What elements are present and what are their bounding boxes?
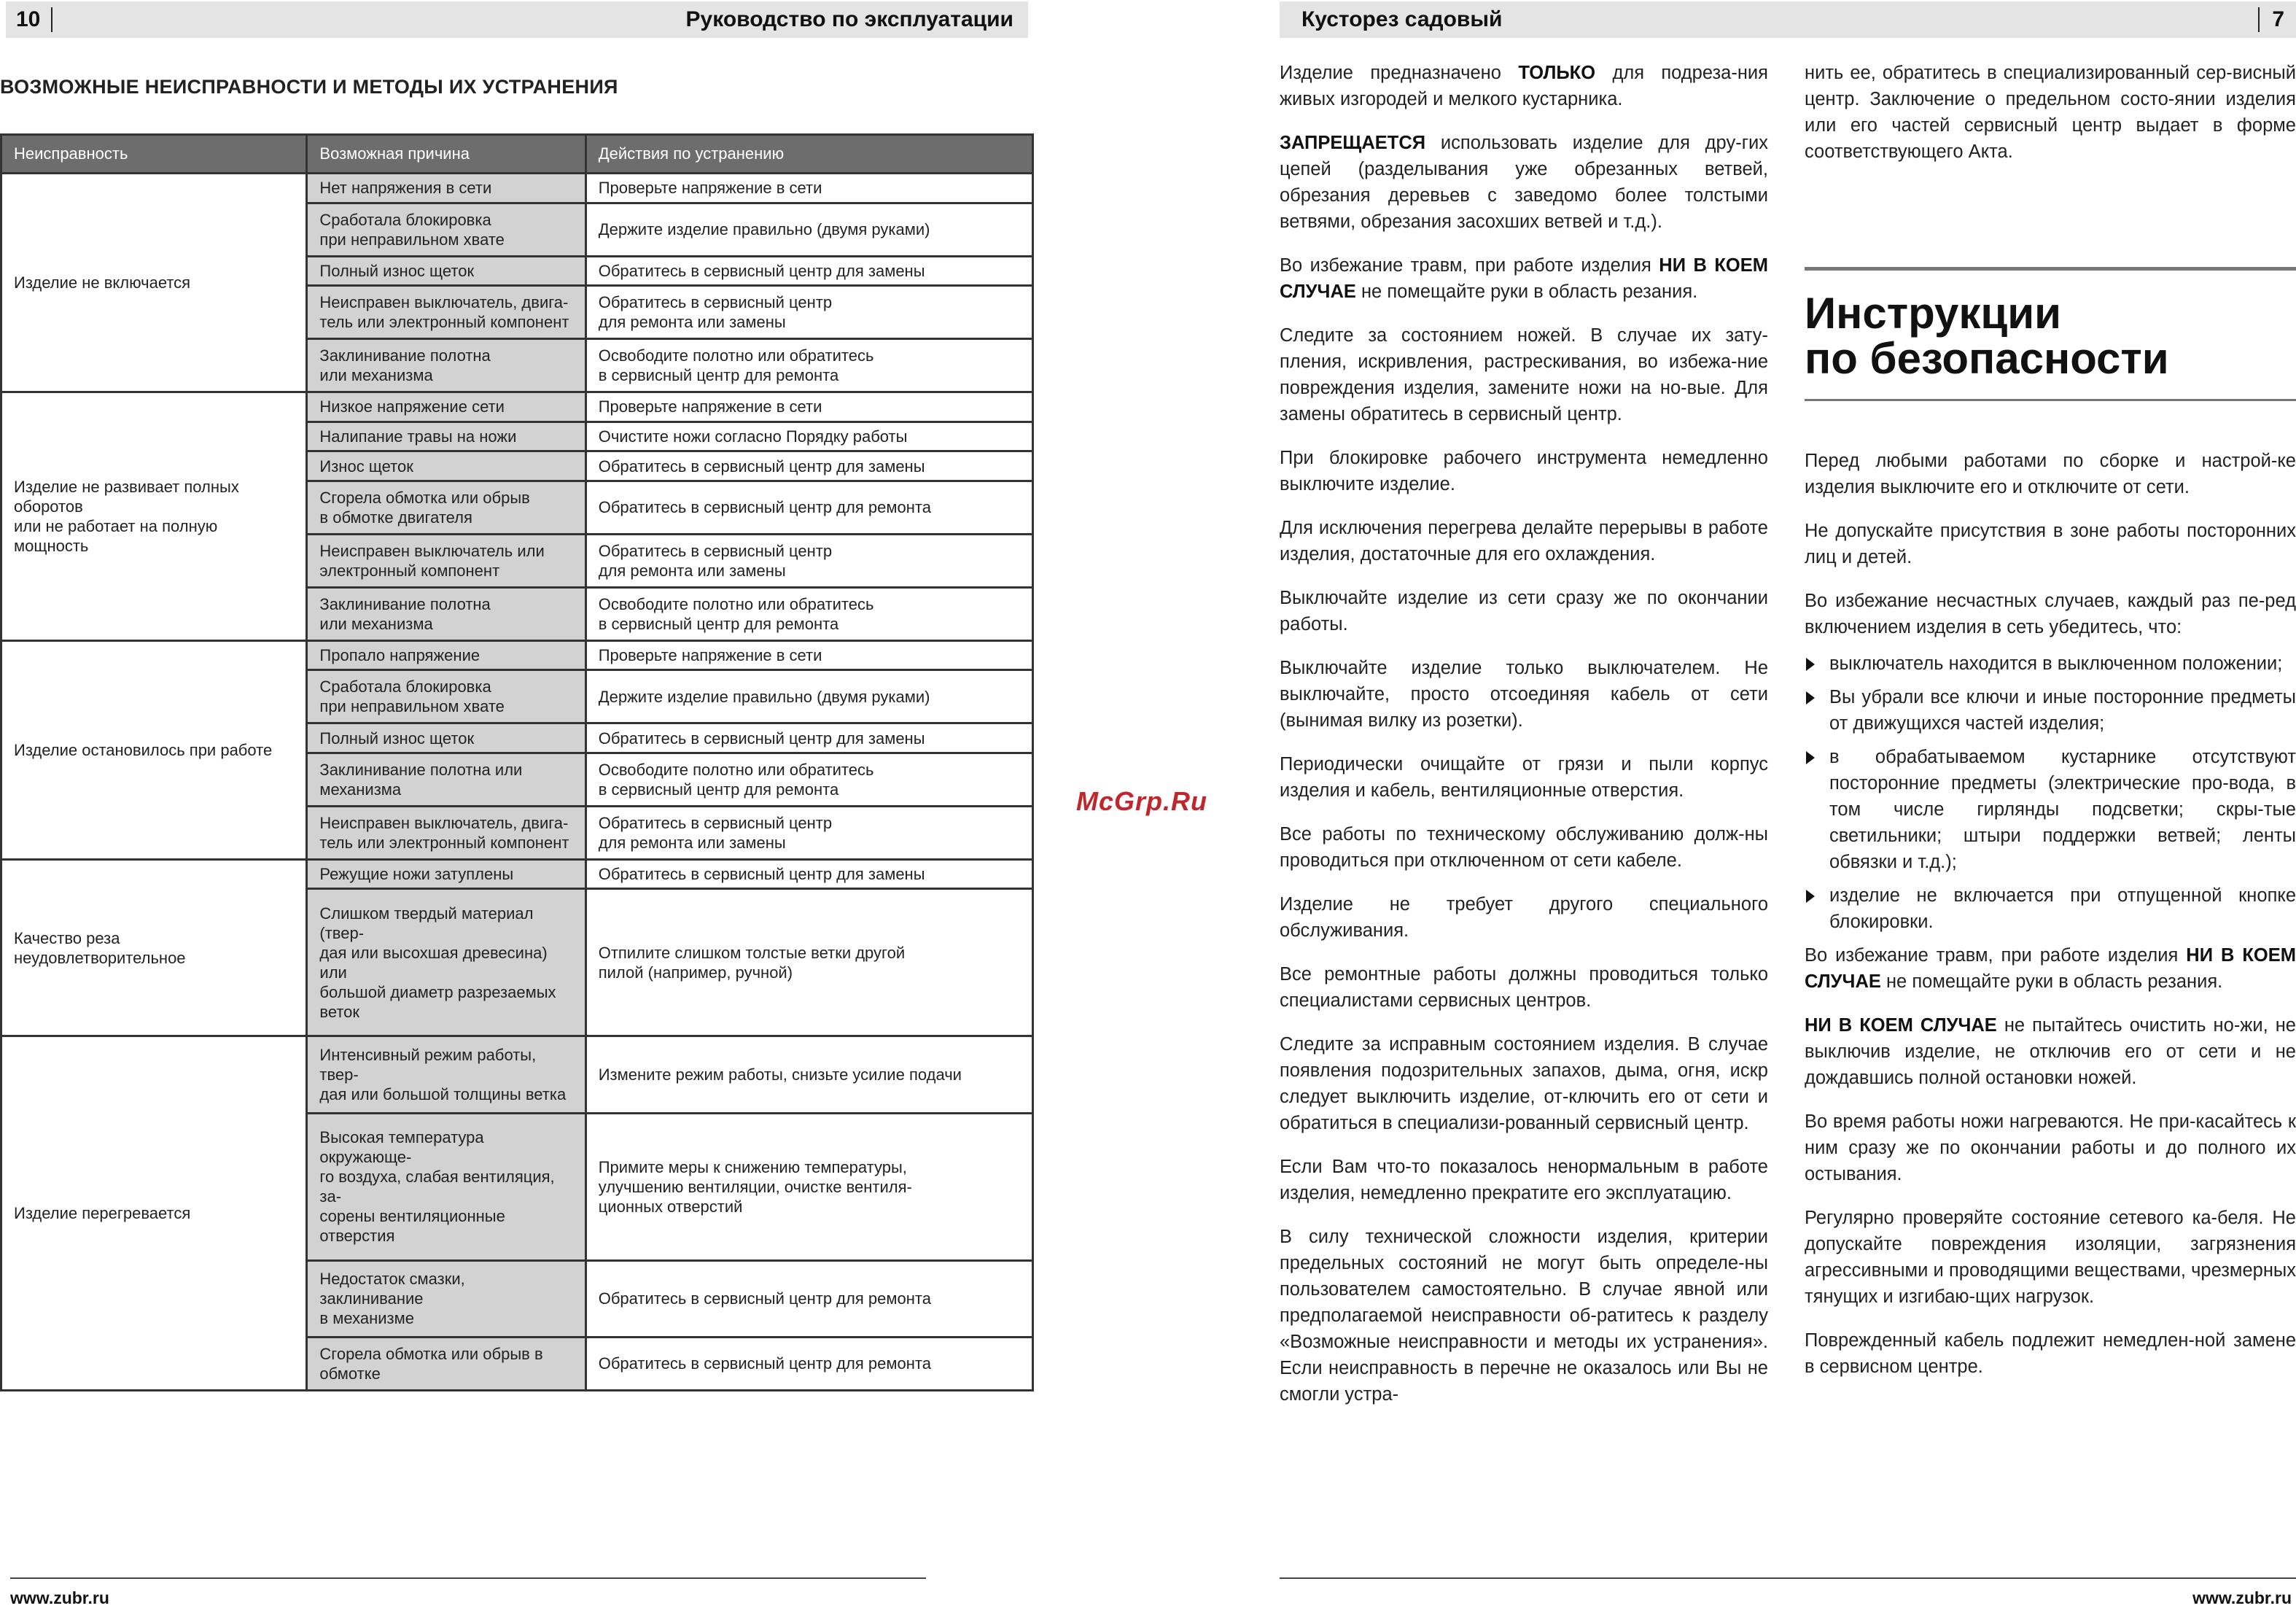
action-cell: Освободите полотно или обратитесь в сервисный центр для ремонта [585,753,1032,806]
action-cell: Обратитесь в сервисный центр для замены [585,859,1032,889]
table-row [1,859,1033,889]
text-column-right [1805,60,2296,1397]
paragraph: Регулярно проверяйте состояние сетевого ка-беля. Не допускайте повреждения изоляции, загрязнения агрессивными и проводящими веществами, чрезмерных тянущих и изгибаю-щих нагрузок. [1805,1208,2296,1307]
fault-cell: Изделие не включается [1,174,307,392]
action-cell: Держите изделие правильно (двумя руками) [585,670,1032,723]
cause-cell: Сгорела обмотка или обрыв в обмотке [307,1337,585,1390]
title-rule-bottom [1805,399,2296,401]
cause-cell: Пропало напряжение [307,640,585,670]
action-cell: Освободите полотно или обратитесь в сервисный центр для ремонта [585,587,1032,640]
action-cell: Обратитесь в сервисный центр для ремонта [585,481,1032,534]
watermark: McGrp.Ru [1076,786,1208,816]
bullet-arrow-icon [1806,751,1815,764]
cause-cell: Слишком твердый материал (твер- дая или высохшая древесина) или большой диаметр разрезаемых веток [307,889,585,1036]
fault-cell: Изделие остановилось при работе [1,640,307,859]
paragraph: ЗАПРЕЩАЕТСЯ использовать изделие для дру-гих цепей (разделывания уже обрезанных ветвей, обрезания деревьев с заведомо более толстыми ветвями, обрезания засохших ветвей и т.д.). [1280,133,1768,232]
cause-cell: Сработала блокировка при неправильном хвате [307,203,585,256]
list-item: выключатель находится в выключенном положении; [1805,651,2296,677]
cause-cell: Заклинивание полотна или механизма [307,587,585,640]
list-item: изделие не включается при отпущенной кнопке блокировки. [1805,882,2296,935]
paragraph: Изделие предназначено ТОЛЬКО для подреза-ния живых изгородей и мелкого кустарника. [1280,63,1768,109]
table-row [1,392,1033,422]
bullet-arrow-icon [1806,691,1815,704]
action-cell: Обратитесь в сервисный центр для ремонта [585,1337,1032,1390]
paragraph: нить ее, обратитесь в специализированный сер-висный центр. Заключение о предельном состо-янии изделия или его частей сервисный центр выдает в форме соответствующего Акта. [1805,63,2296,162]
right-page [1280,0,2296,1611]
action-cell: Обратитесь в сервисный центр для ремонта или замены [585,806,1032,859]
column-header: Неисправность [1,135,307,174]
action-cell: Обратитесь в сервисный центр для замены [585,451,1032,481]
paragraph: Перед любыми работами по сборке и настрой-ке изделия выключите его и отключите от сети. [1805,451,2296,497]
left-page [0,0,1035,1611]
action-cell: Обратитесь в сервисный центр для ремонта или замены [585,534,1032,587]
paragraph: Выключайте изделие только выключателем. Не выключайте, просто отсоединяя кабель от сети (вынимая вилку из розетки). [1280,658,1768,731]
paragraph: Для исключения перегрева делайте перерывы в работе изделия, достаточные для его охлаждения. [1280,518,1768,564]
paragraph: В силу технической сложности изделия, критерии предельных состояний не могут быть определе-ны пользователем самостоятельно. В случае явной или предполагаемой неисправности об-ратитесь к разделу «Возможные неисправности и методы их устранения». Если неисправность в перечне не оказалось или Вы не смогли устра- [1280,1227,1768,1405]
cause-cell: Интенсивный режим работы, твер- дая или большой толщины ветка [307,1036,585,1113]
cause-cell: Неисправен выключатель, двига- тель или электронный компонент [307,806,585,859]
bullet-arrow-icon [1806,890,1815,903]
header-title: Кусторез садовый [1301,7,1503,31]
paragraph: Если Вам что-то показалось ненормальным в работе изделия, немедленно прекратите его эксплуатацию. [1280,1157,1768,1203]
paragraph: Изделие не требует другого специального обслуживания. [1280,894,1768,941]
table-header-row [1,135,1033,174]
safety-title: Инструкции по безопасности [1805,289,2169,383]
action-cell: Очистите ножи согласно Порядку работы [585,422,1032,451]
right-header-bar [1280,1,2296,38]
action-cell: Проверьте напряжение в сети [585,640,1032,670]
column-header: Действия по устранению [585,135,1032,174]
table-row [1,640,1033,670]
action-cell: Проверьте напряжение в сети [585,392,1032,422]
fault-cell: Качество реза неудовлетворительное [1,859,307,1036]
cause-cell: Полный износ щеток [307,723,585,753]
action-cell: Обратитесь в сервисный центр для замены [585,256,1032,286]
paragraph: Во избежание несчастных случаев, каждый раз пе-ред включением изделия в сеть убедитесь, что: [1805,591,2296,637]
paragraph: Не допускайте присутствия в зоне работы посторонних лиц и детей. [1805,521,2296,567]
bullet-list [1805,651,2296,935]
cause-cell: Полный износ щеток [307,256,585,286]
cause-cell: Налипание травы на ножи [307,422,585,451]
cause-cell: Заклинивание полотна или механизма [307,339,585,392]
footer-rule [1280,1577,2296,1579]
action-cell: Примите меры к снижению температуры, улучшению вентиляции, очистке вентиля- ционных отверстий [585,1113,1032,1260]
action-cell: Измените режим работы, снизьте усилие подачи [585,1036,1032,1113]
section-title: ВОЗМОЖНЫЕ НЕИСПРАВНОСТИ И МЕТОДЫ ИХ УСТРАНЕНИЯ [0,76,618,98]
bullet-arrow-icon [1806,658,1815,671]
action-cell: Проверьте напряжение в сети [585,174,1032,203]
action-cell: Освободите полотно или обратитесь в сервисный центр для ремонта [585,339,1032,392]
left-header-bar [6,1,1028,38]
action-cell: Обратитесь в сервисный центр для ремонта [585,1260,1032,1337]
page-number: 7 [2272,7,2284,31]
fault-cell: Изделие перегревается [1,1036,307,1391]
troubleshooting-table [0,133,1034,1391]
paragraph: Все работы по техническому обслуживанию долж-ны проводиться при отключенном от сети кабеле. [1280,824,1768,871]
cause-cell: Неисправен выключатель или электронный компонент [307,534,585,587]
cause-cell: Сгорела обмотка или обрыв в обмотке двигателя [307,481,585,534]
cause-cell: Высокая температура окружающе- го воздуха, слабая вентиляция, за- сорены вентиляционные отверстия [307,1113,585,1260]
paragraph: Поврежденный кабель подлежит немедлен-ной замене в сервисном центре. [1805,1330,2296,1377]
footer-url: www.zubr.ru [2192,1588,2292,1607]
paragraph: Периодически очищайте от грязи и пыли корпус изделия и кабель, вентиляционные отверстия. [1280,754,1768,801]
cause-cell: Низкое напряжение сети [307,392,585,422]
action-cell: Обратитесь в сервисный центр для замены [585,723,1032,753]
paragraph: Во избежание травм, при работе изделия НИ В КОЕМ СЛУЧАЕ не помещайте руки в область резания. [1805,945,2296,992]
action-cell: Отпилите слишком толстые ветки другой пилой (например, ручной) [585,889,1032,1036]
cause-cell: Сработала блокировка при неправильном хвате [307,670,585,723]
list-item: Вы убрали все ключи и иные посторонние предметы от движущихся частей изделия; [1805,684,2296,737]
paragraph: Выключайте изделие из сети сразу же по окончании работы. [1280,588,1768,634]
action-cell: Обратитесь в сервисный центр для ремонта или замены [585,286,1032,339]
table-row [1,1036,1033,1113]
cause-cell: Износ щеток [307,451,585,481]
cause-cell: Неисправен выключатель, двига- тель или электронный компонент [307,286,585,339]
page-number: 10 [16,7,41,31]
table-row [1,174,1033,203]
paragraph: НИ В КОЕМ СЛУЧАЕ не пытайтесь очистить но-жи, не выключив изделие, не отключив его от сети и не дождавшись полной остановки ножей. [1805,1015,2296,1088]
footer-rule [10,1577,926,1579]
cause-cell: Заклинивание полотна или механизма [307,753,585,806]
paragraph: Во время работы ножи нагреваются. Не при-касайтесь к ним сразу же по окончании работы и до полного их остывания. [1805,1111,2296,1184]
header-divider [51,7,52,32]
header-divider [2258,7,2260,32]
list-item: в обрабатываемом кустарнике отсутствуют посторонние предметы (электрические про-вода, в том числе гирлянды подсветки; скры-тые светильники; штыри поддержки ветвей; ленты обвязки и т.д.); [1805,744,2296,875]
header-title: Руководство по эксплуатации [685,7,1013,31]
paragraph: Во избежание травм, при работе изделия НИ В КОЕМ СЛУЧАЕ не помещайте руки в область резания. [1280,255,1768,302]
title-rule-top [1805,267,2296,271]
paragraph: При блокировке рабочего инструмента немедленно выключите изделие. [1280,448,1768,494]
column-header: Возможная причина [307,135,585,174]
fault-cell: Изделие не развивает полных оборотов или не работает на полную мощность [1,392,307,641]
text-column-left [1280,60,1768,1425]
cause-cell: Недостаток смазки, заклинивание в механизме [307,1260,585,1337]
paragraph: Следите за исправным состоянием изделия. В случае появления подозрительных запахов, дыма, огня, искр следует выключить изделие, от-ключить его от сети и обратиться в специализи-рованный сервисный центр. [1280,1034,1768,1133]
paragraph: Все ремонтные работы должны проводиться только специалистами сервисных центров. [1280,964,1768,1011]
footer-url: www.zubr.ru [10,1588,109,1607]
action-cell: Держите изделие правильно (двумя руками) [585,203,1032,256]
cause-cell: Режущие ножи затуплены [307,859,585,889]
cause-cell: Нет напряжения в сети [307,174,585,203]
paragraph: Следите за состоянием ножей. В случае их зату-пления, искривления, растрескивания, во избежа-ние повреждения изделия, замените ножи на но-вые. Для замены обратитесь в сервисный центр. [1280,325,1768,424]
